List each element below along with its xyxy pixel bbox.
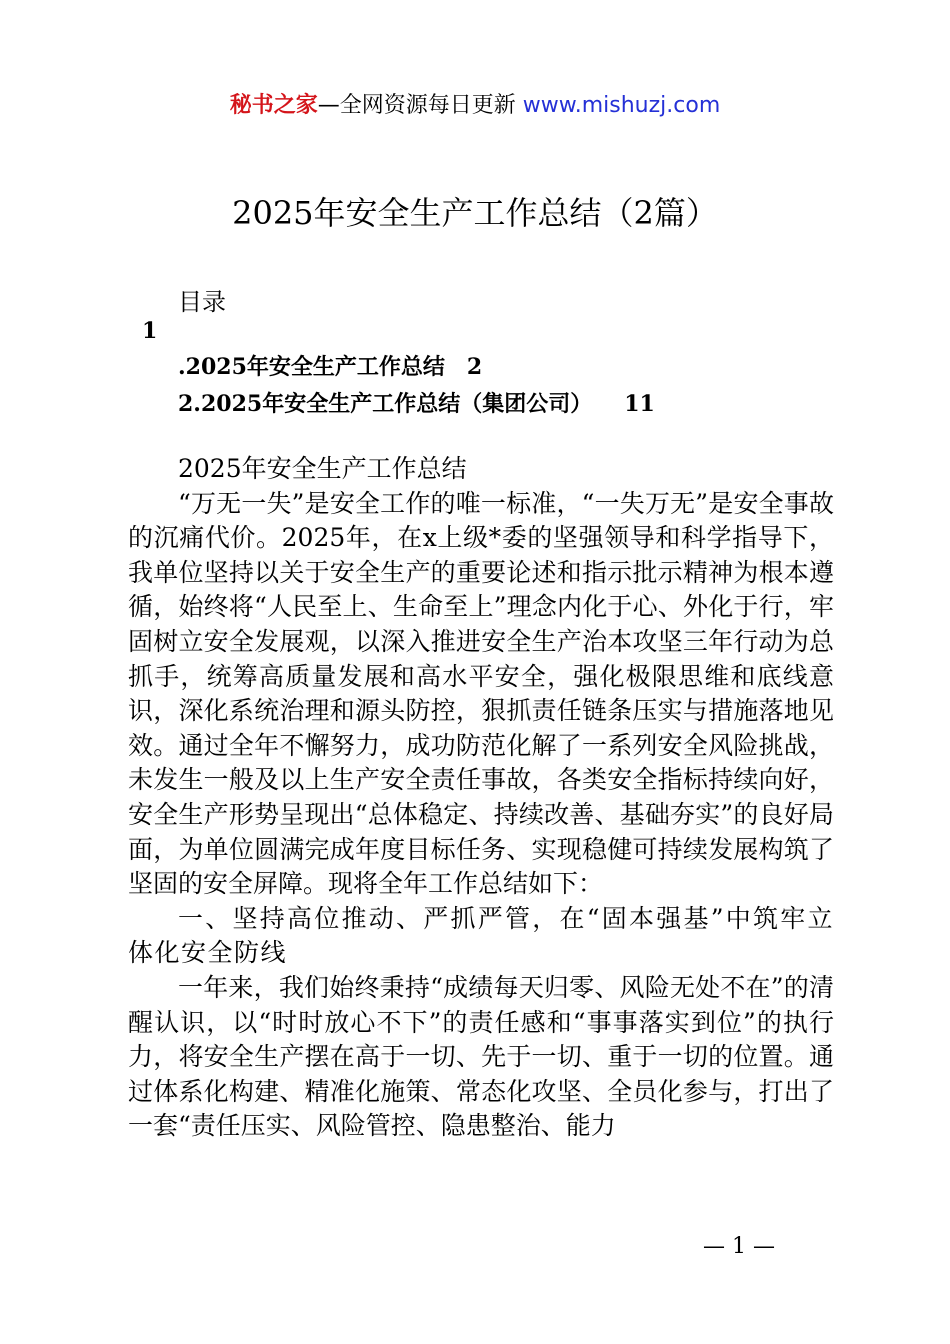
section-heading-1: 一、坚持高位推动、严抓严管，在“固本强基”中筑牢立体化安全防线 <box>128 903 834 968</box>
toc-item-2-page: 11 <box>624 391 655 417</box>
document-title: 2025年安全生产工作总结（2篇） <box>232 194 718 232</box>
brand-name: 秘书之家 <box>229 93 318 118</box>
toc-item-1-text: .2025年安全生产工作总结 <box>178 354 445 380</box>
toc-item-1-number: 1 <box>142 318 158 344</box>
toc-item-2-text: 2.2025年安全生产工作总结（集团公司） <box>178 391 593 417</box>
toc-label: 目录 <box>178 288 226 316</box>
document-body <box>128 452 834 1144</box>
toc-item-2[interactable] <box>178 387 655 418</box>
header-url-link[interactable]: www.mishuzj.com <box>522 93 721 118</box>
body-paragraph-2: 一年来，我们始终秉持“成绩每天归零、风险无处不在”的清醒认识，以“时时放心不下”的责任感和“事事落实到位”的执行力，将安全生产摆在高于一切、先于一切、重于一切的位置。通过体系化构建、精准化施策、常态化攻坚、全员化参与，打出了一套“责任压实、风险管控、隐患整治、能力 <box>128 972 834 1141</box>
toc-item-1-page: 2 <box>466 354 483 380</box>
section-title: 2025年安全生产工作总结 <box>178 454 467 483</box>
body-paragraph-1: “万无一失”是安全工作的唯一标准，“一失万无”是安全事故的沉痛代价。2025年，在x上级*委的坚强领导和科学指导下，我单位坚持以关于安全生产的重要论述和指示批示精神为根本遵循，始终将“人民至上、生命至上”理念内化于心、外化于行，牢固树立安全发展观，以深入推进安全生产治本攻坚三年行动为总抓手，统筹高质量发展和高水平安全，强化极限思维和底线意识，深化系统治理和源头防控，狠抓责任链条压实与措施落地见效。通过全年不懈努力，成功防范化解了一系列安全风险挑战，未发生一般及以上生产安全责任事故，各类安全指标持续向好，安全生产形势呈现出“总体稳定、持续改善、基础夯实”的良好局面，为单位圆满完成年度目标任务、实现稳健可持续发展构筑了坚固的安全屏障。现将全年工作总结如下： <box>128 488 834 899</box>
toc-item-1[interactable] <box>178 350 482 381</box>
page-number: — 1 — <box>703 1234 775 1259</box>
site-header <box>0 88 950 119</box>
header-tagline: —全网资源每日更新 <box>317 93 516 118</box>
